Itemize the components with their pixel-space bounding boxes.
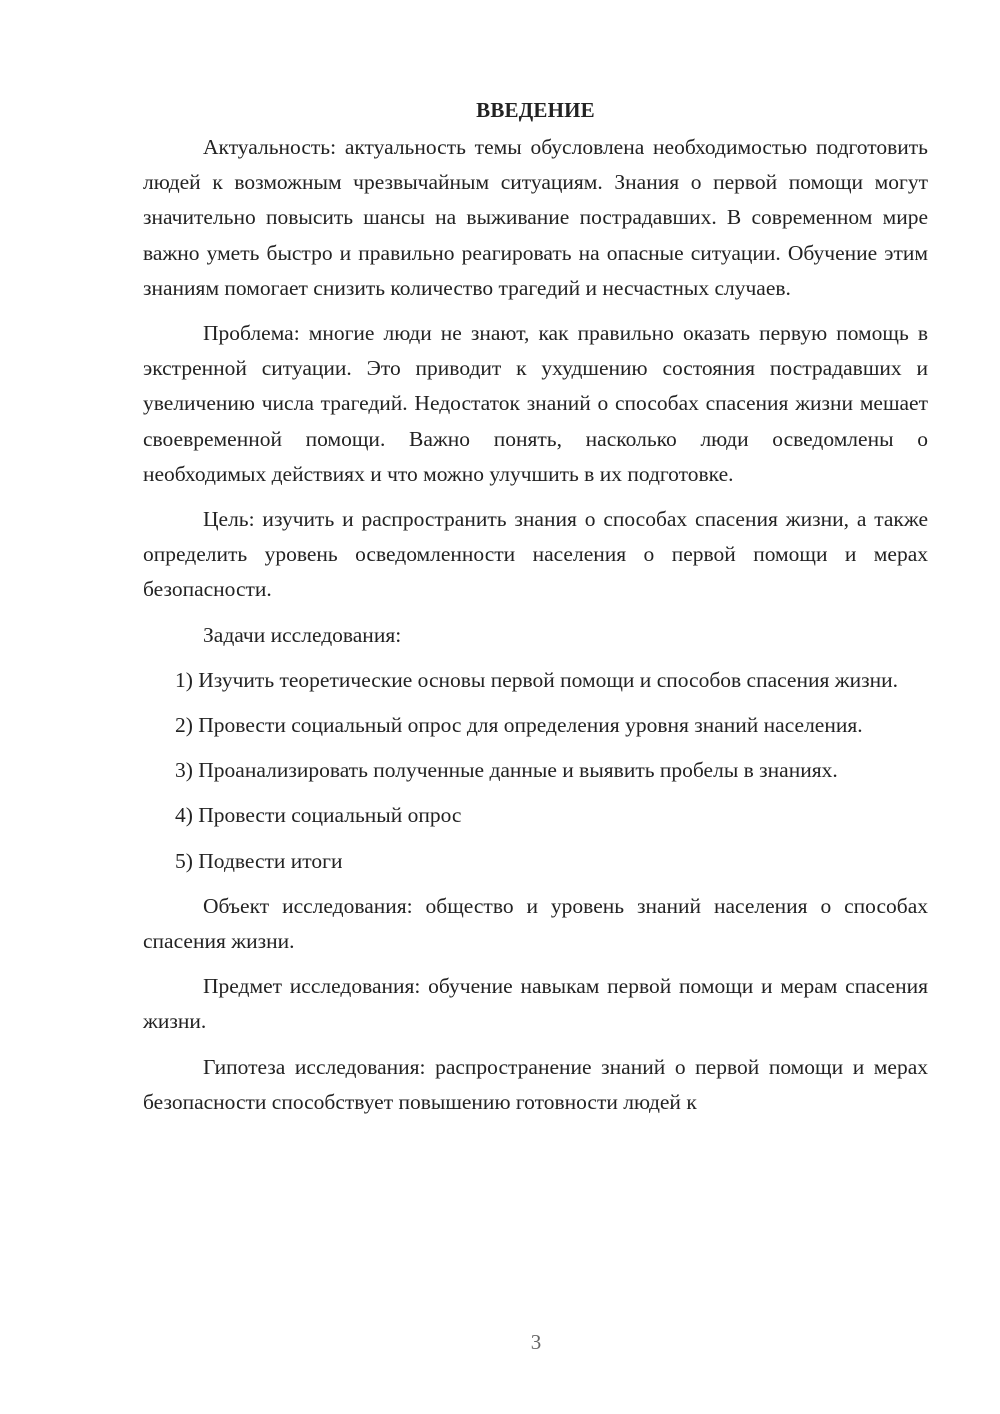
problem-paragraph: Проблема: многие люди не знают, как правильно оказать первую помощь в экстренной ситуации. Это приводит к ухудшению состояния пострадавших и увеличению числа трагедий. Недостаток знаний о способах спасения жизни мешает своевременной помощи. Важно понять, насколько люди осведомлены о необходимых действиях и что можно улучшить в их подготовке.: [143, 321, 928, 486]
relevance-paragraph: Актуальность: актуальность темы обусловлена необходимостью подготовить людей к возможным чрезвычайным ситуациям. Знания о первой помощи могут значительно повысить шансы на выживание пострадавших. В современном мире важно уметь быстро и правильно реагировать на опасные ситуации. Обучение этим знаниям помогает снизить количество трагедий и несчастных случаев.: [143, 135, 928, 300]
document-page: [143, 92, 928, 1120]
subject-paragraph: Предмет исследования: обучение навыкам первой помощи и мерам спасения жизни.: [143, 974, 928, 1034]
task-item-3: 3) Проанализировать полученные данные и выявить пробелы в знаниях.: [175, 758, 838, 783]
hypothesis-paragraph: Гипотеза исследования: распространение знаний о первой помощи и мерах безопасности способствует повышению готовности людей к: [143, 1054, 928, 1114]
page-title: ВВЕДЕНИЕ: [476, 98, 595, 122]
task-item-2: 2) Провести социальный опрос для определения уровня знаний населения.: [175, 713, 863, 738]
object-paragraph: Объект исследования: общество и уровень знаний населения о способах спасения жизни.: [143, 893, 928, 954]
goal-paragraph: Цель: изучить и распространить знания о способах спасения жизни, а также определить уровень осведомленности населения о первой помощи и мерах безопасности.: [143, 507, 928, 602]
task-item-4: 4) Провести социальный опрос: [175, 803, 462, 828]
task-item-5: 5) Подвести итоги: [175, 848, 343, 873]
tasks-heading: Задачи исследования:: [203, 622, 402, 647]
page-number: 3: [530, 1330, 542, 1354]
task-item-1: 1) Изучить теоретические основы первой помощи и способов спасения жизни.: [175, 667, 898, 692]
